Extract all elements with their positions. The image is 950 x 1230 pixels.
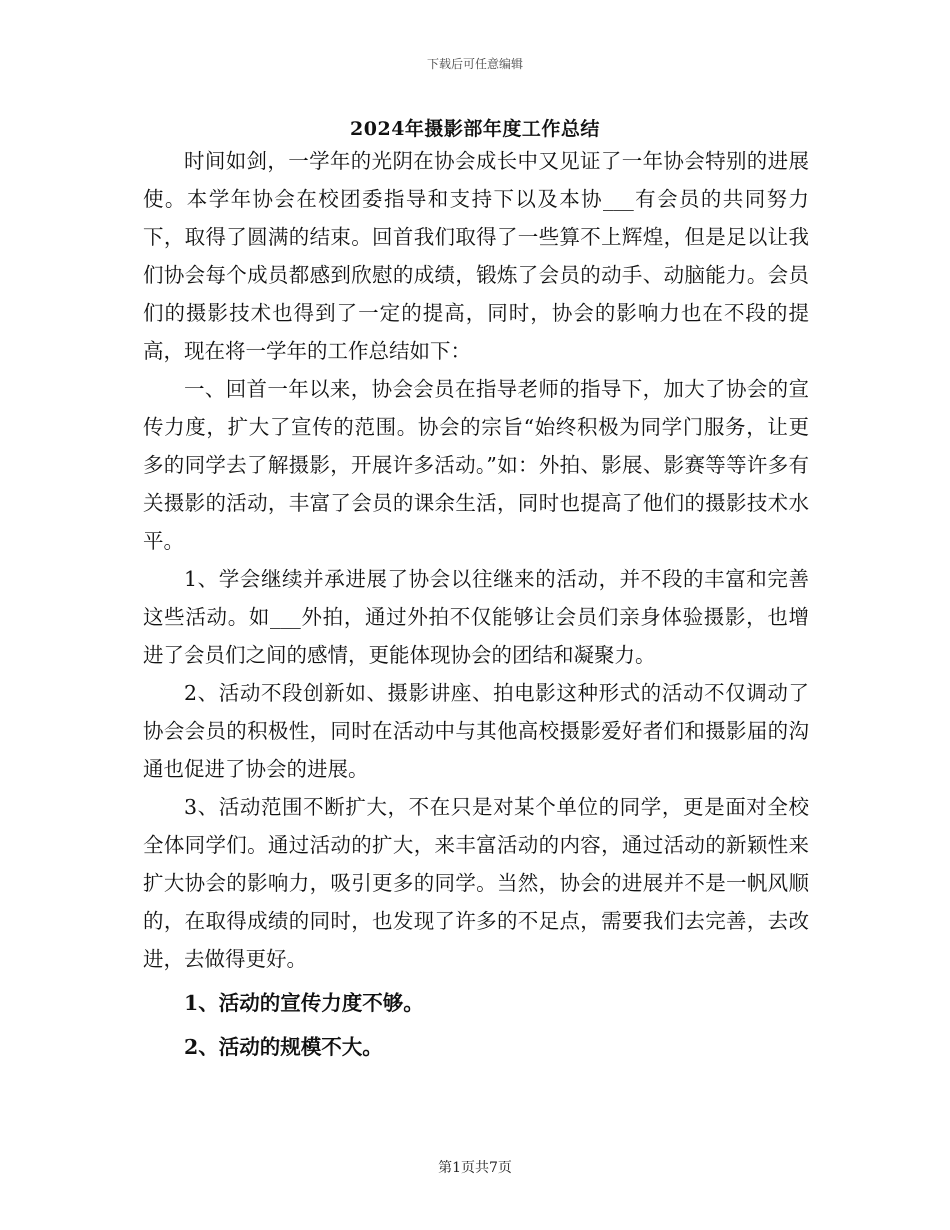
- paragraph-item-2: 2、活动不段创新如、摄影讲座、拍电影这种形式的活动不仅调动了协会会员的积极性，同时在活动中与其他高校摄影爱好者们和摄影届的沟通也促进了协会的进展。: [143, 681, 809, 781]
- paragraph-intro: 时间如剑，一学年的光阴在协会成长中又见证了一年协会特别的进展使。本学年协会在校团委指导和支持下以及本协___有会员的共同努力下，取得了圆满的结束。回首我们取得了一些算不上辉煌，但是足以让我们协会每个成员都感到欣慰的成绩，锻炼了会员的动手、动脑能力。会员们的摄影技术也得到了一定的提高，同时，协会的影响力也在不段的提高，现在将一学年的工作总结如下：: [143, 149, 809, 363]
- shortcoming-item-1: 1、活动的宣传力度不够。: [184, 991, 424, 1015]
- document-body: [143, 142, 809, 1066]
- paragraph-item-3: 3、活动范围不断扩大，不在只是对某个单位的同学，更是面对全校全体同学们。通过活动的扩大，来丰富活动的内容，通过活动的新颖性来扩大协会的影响力，吸引更多的同学。当然，协会的进展并不是一帆风顺的，在取得成绩的同时，也发现了许多的不足点，需要我们去完善，去改进，去做得更好。: [143, 795, 809, 971]
- document-title: 2024年摄影部年度工作总结: [350, 118, 600, 140]
- page-number: 第1页共7页: [438, 1160, 512, 1176]
- paragraph-section-one: 一、回首一年以来，协会会员在指导老师的指导下，加大了协会的宣传力度，扩大了宣传的范围。协会的宗旨“始终积极为同学门服务，让更多的同学去了解摄影，开展许多活动。”如：外拍、影展、影赛等等许多有关摄影的活动，丰富了会员的课余生活，同时也提高了他们的摄影技术水平。: [143, 377, 809, 553]
- shortcoming-item-2: 2、活动的规模不大。: [184, 1035, 383, 1059]
- paragraph-item-1: 1、学会继续并承进展了协会以往继来的活动，并不段的丰富和完善这些活动。如___外拍，通过外拍不仅能够让会员们亲身体验摄影，也增进了会员们之间的感情，更能体现协会的团结和凝聚力。: [143, 567, 809, 667]
- header-note: 下载后可任意编辑: [426, 57, 523, 71]
